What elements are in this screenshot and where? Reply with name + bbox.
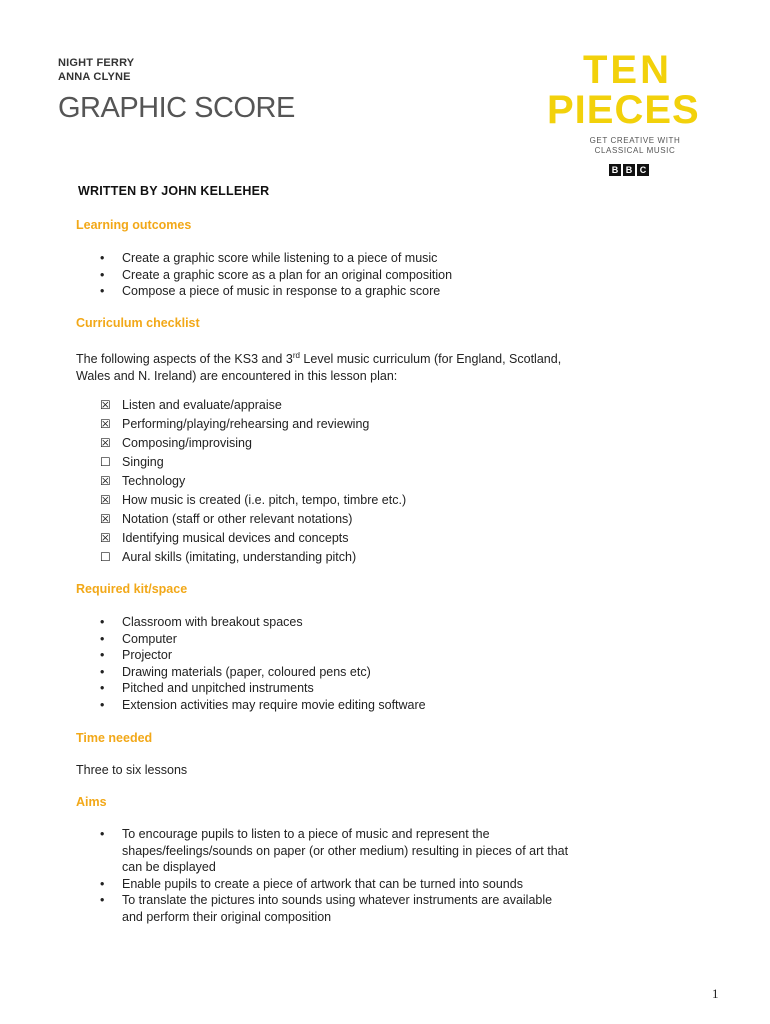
- checklist-item-label: Performing/playing/rehearsing and reviewing: [122, 417, 370, 431]
- list-item: [76, 631, 426, 648]
- list-item: [76, 826, 568, 876]
- checked-box-icon: ☒: [100, 436, 111, 450]
- checked-box-icon: ☒: [100, 474, 111, 488]
- logo-tagline-line1: GET CREATIVE WITH: [589, 136, 681, 145]
- curriculum-intro: [76, 347, 561, 385]
- document-header: [58, 56, 295, 124]
- bullet-icon: •: [100, 615, 105, 629]
- bullet-icon: •: [100, 876, 105, 891]
- heading-required-kit: Required kit/space: [76, 582, 188, 596]
- bullet-icon: •: [100, 827, 105, 841]
- list-item-line: Enable pupils to create a piece of artwork that can be turned into sounds: [122, 876, 523, 891]
- list-item-text: Compose a piece of music in response to a graphic score: [122, 284, 441, 298]
- list-item-text: Drawing materials (paper, coloured pens etc): [122, 664, 371, 679]
- required-kit-list: [76, 614, 426, 713]
- bullet-icon: •: [100, 284, 105, 298]
- bullet-icon: •: [100, 697, 105, 712]
- curriculum-intro-part1: The following aspects of the KS3 and 3: [76, 352, 293, 367]
- curriculum-checklist: [76, 396, 406, 567]
- bbc-letter: B: [623, 164, 635, 176]
- list-item-text: Extension activities may require movie editing software: [122, 697, 426, 712]
- list-item: [76, 647, 426, 664]
- list-item-text: Projector: [122, 648, 173, 662]
- checklist-item: [76, 510, 406, 529]
- composer-name: ANNA CLYNE: [58, 71, 131, 83]
- time-needed-text: Three to six lessons: [76, 763, 188, 777]
- list-item: [76, 697, 426, 714]
- bullet-icon: •: [100, 681, 105, 695]
- list-item-line: shapes/feelings/sounds on paper (or other medium) resulting in pieces of art that: [122, 843, 569, 858]
- checklist-item: [76, 415, 406, 434]
- checked-box-icon: ☒: [100, 512, 111, 526]
- unchecked-box-icon: ☐: [100, 455, 111, 469]
- checklist-item-label: Composing/improvising: [122, 436, 252, 450]
- list-item: [76, 250, 452, 267]
- checklist-item: [76, 434, 406, 453]
- checklist-item: [76, 472, 406, 491]
- heading-time-needed: Time needed: [76, 731, 153, 745]
- checklist-item-label: Singing: [122, 455, 164, 469]
- heading-learning-outcomes: Learning outcomes: [76, 218, 192, 232]
- curriculum-intro-part2: Level music curriculum (for England, Scotland,: [299, 352, 562, 367]
- bullet-icon: •: [100, 631, 105, 646]
- checklist-item-label: Identifying musical devices and concepts: [122, 531, 349, 545]
- list-item-line: can be displayed: [122, 860, 216, 874]
- curriculum-intro-line2: Wales and N. Ireland) are encountered in this lesson plan:: [76, 369, 398, 384]
- checklist-item: [76, 491, 406, 510]
- list-item-text: Pitched and unpitched instruments: [122, 681, 314, 695]
- bullet-icon: •: [100, 267, 105, 282]
- logo-tagline: [570, 136, 700, 156]
- logo-tagline-line2: CLASSICAL MUSIC: [594, 146, 676, 155]
- bullet-icon: •: [100, 893, 105, 907]
- heading-aims: Aims: [76, 795, 107, 809]
- checklist-item-label: How music is created (i.e. pitch, tempo, timbre etc.): [122, 493, 407, 507]
- author-line: WRITTEN BY JOHN KELLEHER: [78, 184, 270, 198]
- bbc-logo: [609, 164, 720, 176]
- list-item: [76, 892, 568, 925]
- checklist-item: [76, 548, 406, 567]
- unchecked-box-icon: ☐: [100, 550, 111, 564]
- list-item-line: To translate the pictures into sounds using whatever instruments are available: [122, 893, 553, 907]
- list-item: [76, 876, 568, 893]
- list-item-text: Computer: [122, 631, 177, 646]
- list-item-line: and perform their original composition: [122, 909, 332, 924]
- checklist-item: [76, 396, 406, 415]
- aims-list: [76, 826, 568, 925]
- checklist-item: [76, 453, 406, 472]
- logo-word-ten: TEN: [583, 48, 672, 92]
- page-number: 1: [712, 986, 719, 1001]
- heading-curriculum-checklist: Curriculum checklist: [76, 316, 200, 330]
- list-item-text: Classroom with breakout spaces: [122, 615, 303, 629]
- list-item: [76, 267, 452, 284]
- list-item-text: Create a graphic score while listening to a piece of music: [122, 251, 438, 265]
- bbc-letter: B: [609, 164, 621, 176]
- piece-title: NIGHT FERRY: [58, 57, 135, 69]
- curriculum-intro-sup: rd: [292, 351, 300, 360]
- bullet-icon: •: [100, 648, 105, 662]
- checklist-item-label: Technology: [122, 474, 186, 488]
- list-item: [76, 614, 426, 631]
- page-title: GRAPHIC SCORE: [58, 92, 295, 124]
- learning-outcomes-list: [76, 250, 452, 300]
- logo-word-pieces: PIECES: [547, 88, 700, 132]
- checklist-item-label: Notation (staff or other relevant notations): [122, 512, 353, 526]
- checklist-item-label: Listen and evaluate/appraise: [122, 398, 282, 412]
- list-item: [76, 680, 426, 697]
- bullet-icon: •: [100, 251, 105, 265]
- list-item: [76, 664, 426, 681]
- list-item-text: Create a graphic score as a plan for an original composition: [122, 267, 453, 282]
- list-item-line: To encourage pupils to listen to a piece of music and represent the: [122, 827, 490, 841]
- list-item: [76, 283, 452, 300]
- bbc-letter: C: [637, 164, 649, 176]
- checklist-item-label: Aural skills (imitating, understanding pitch): [122, 550, 357, 564]
- checked-box-icon: ☒: [100, 493, 111, 507]
- ten-pieces-logo: [545, 50, 720, 176]
- checklist-item: [76, 529, 406, 548]
- checked-box-icon: ☒: [100, 417, 111, 431]
- checked-box-icon: ☒: [100, 398, 111, 412]
- checked-box-icon: ☒: [100, 531, 111, 545]
- bullet-icon: •: [100, 664, 105, 679]
